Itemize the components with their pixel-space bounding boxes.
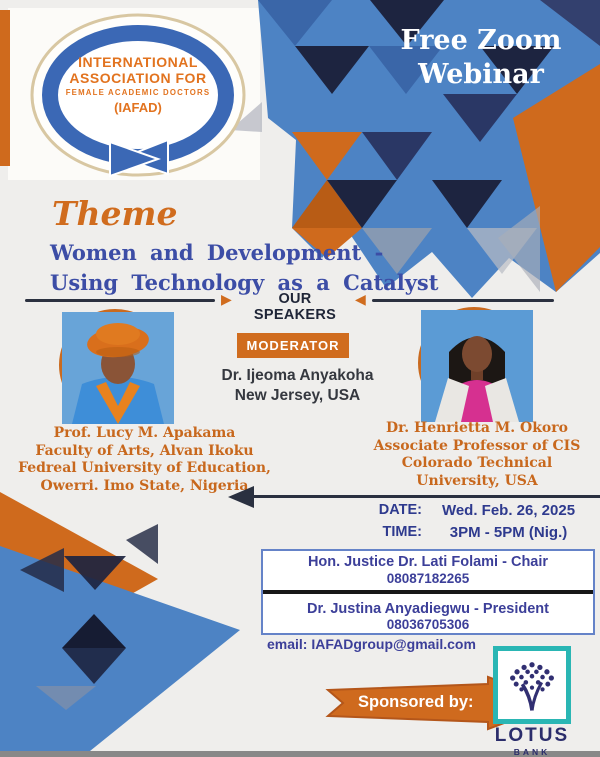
contact-chair — [263, 551, 593, 586]
iafad-logo — [18, 8, 258, 182]
left-speaker-line3: Fedreal University of Education, — [18, 460, 271, 476]
banner-line-2: Webinar — [418, 58, 544, 90]
left-speaker-line2: Faculty of Arts, Alvan Ikoku — [35, 442, 254, 459]
left-speaker-caption — [12, 425, 277, 495]
left-arrow-icon: ◀ — [355, 291, 366, 307]
right-arrow-icon: ▶ — [221, 291, 232, 307]
bank-subtitle: BANK — [513, 747, 551, 757]
banner-line-1: Free Zoom — [400, 25, 562, 56]
rule-arrowhead-icon — [228, 486, 254, 508]
right-speaker-caption — [368, 420, 586, 490]
theme-label: Theme — [52, 194, 178, 233]
right-speaker-name: Dr. Henrietta M. Okoro — [386, 420, 568, 436]
theme-title-line-2: Using Technology as a Catalyst — [50, 270, 439, 296]
logo-line-1: INTERNATIONAL — [78, 54, 198, 70]
left-speaker-name: Prof. Lucy M. Apakama — [53, 425, 236, 441]
right-speaker-line4: University, USA — [416, 472, 538, 489]
theme-title — [50, 238, 470, 299]
moderator-badge: MODERATOR — [237, 333, 349, 358]
contact-chair-name: Hon. Justice Dr. Lati Folami - Chair — [307, 554, 549, 570]
lotus-bank-emblem — [493, 646, 571, 724]
time-row — [350, 524, 595, 541]
tree-icon — [503, 656, 561, 714]
sponsored-by-label: Sponsored by: — [358, 693, 474, 711]
time-label: TIME: — [382, 524, 422, 540]
date-value: Wed. Feb. 26, 2025 — [441, 502, 576, 519]
bank-name: LOTUS — [494, 725, 570, 746]
contact-email: email: IAFADgroup@gmail.com — [267, 636, 476, 652]
contact-chair-phone: 08087182265 — [386, 570, 470, 586]
date-row — [350, 502, 595, 519]
theme-title-line-1: Women and Development - — [50, 240, 384, 265]
right-speaker-portrait — [421, 310, 533, 422]
speakers-header: OUR SPEAKERS — [253, 291, 337, 323]
contact-president — [263, 598, 593, 633]
speakers-divider-right — [372, 299, 554, 302]
left-speaker-photo — [59, 309, 171, 421]
logo-line-2: ASSOCIATION FOR — [69, 70, 207, 86]
right-speaker-line3: Colorado Technical — [401, 455, 553, 471]
right-speaker-line2: Associate Professor of CIS — [373, 437, 581, 454]
moderator-location: New Jersey, USA — [234, 387, 361, 405]
logo-line-3: FEMALE ACADEMIC DOCTORS — [65, 88, 211, 97]
moderator-info — [200, 366, 395, 406]
free-zoom-webinar-banner — [372, 24, 590, 92]
time-value: 3PM - 5PM (Nig.) — [449, 524, 568, 541]
lotus-bank-logo — [490, 646, 574, 757]
contact-divider — [263, 590, 593, 594]
contact-box — [261, 549, 595, 635]
contact-president-phone: 08036705306 — [386, 617, 470, 633]
rule-line — [252, 495, 600, 498]
left-speaker-portrait — [62, 312, 174, 424]
schedule — [350, 502, 595, 546]
moderator-name: Dr. Ijeoma Anyakoha — [221, 367, 374, 384]
contact-president-name: Dr. Justina Anyadiegwu - President — [307, 600, 549, 617]
date-label: DATE: — [378, 502, 422, 518]
right-speaker-photo — [418, 307, 530, 419]
speakers-divider-left — [25, 299, 215, 302]
logo-acronym: (IAFAD) — [114, 100, 162, 115]
left-speaker-line4: Owerri. Imo State, Nigeria — [40, 477, 249, 494]
